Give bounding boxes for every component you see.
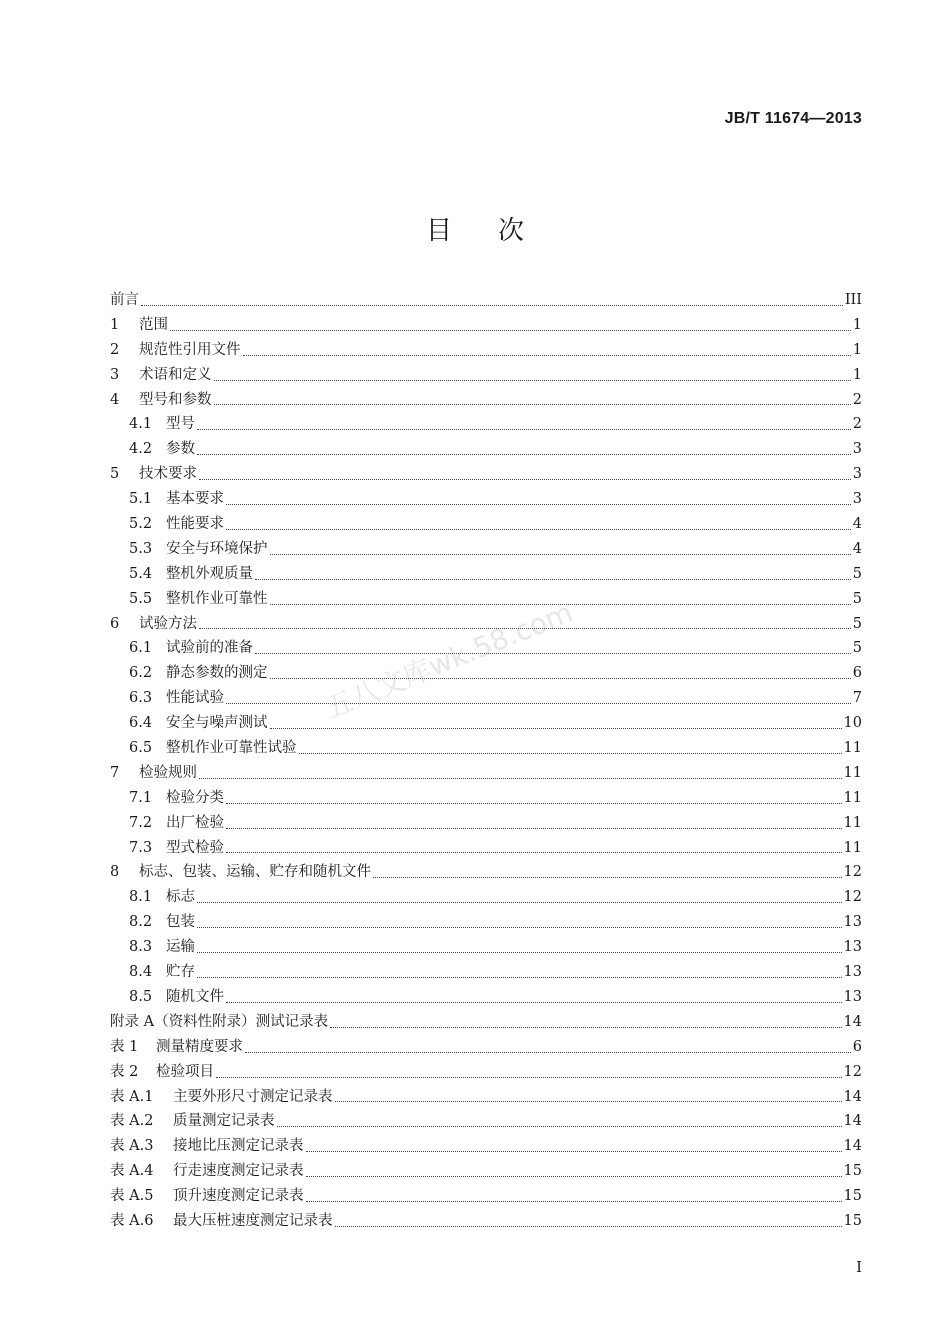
toc-entry[interactable]: [110, 935, 862, 960]
toc-leader-dots: [335, 1225, 842, 1227]
toc-entry[interactable]: [110, 985, 862, 1010]
toc-entry[interactable]: [110, 537, 862, 562]
toc-entry-title: 安全与噪声测试: [166, 715, 268, 732]
toc-entry[interactable]: [110, 313, 862, 338]
toc-entry-title: 出厂检验: [166, 814, 224, 831]
toc-entry-title: 整机作业可靠性: [166, 590, 268, 607]
toc-entry-page: 15: [843, 1163, 862, 1180]
toc-leader-dots: [335, 1100, 842, 1102]
toc-leader-dots: [226, 827, 842, 829]
toc-entry[interactable]: [110, 1209, 862, 1234]
toc-entry[interactable]: [110, 1134, 862, 1159]
toc-leader-dots: [199, 478, 851, 480]
toc-entry-page: 14: [843, 1013, 862, 1030]
toc-entry[interactable]: [110, 736, 862, 761]
toc-entry[interactable]: [110, 836, 862, 861]
toc-entry-number: 8.3: [129, 939, 153, 956]
toc-leader-dots: [255, 578, 851, 580]
toc-leader-dots: [197, 976, 842, 978]
toc-entry-title: 整机外观质量: [166, 565, 253, 582]
toc-leader-dots: [270, 553, 851, 555]
toc-entry-number: 表 A.1: [110, 1088, 154, 1105]
toc-entry[interactable]: [110, 885, 862, 910]
toc-entry-page: 13: [843, 988, 862, 1005]
toc-entry-number: 7.3: [129, 839, 153, 856]
toc-entry-title: 测量精度要求: [156, 1038, 243, 1055]
toc-leader-dots: [245, 1051, 851, 1053]
toc-leader-dots: [197, 453, 851, 455]
toc-entry[interactable]: [110, 587, 862, 612]
toc-entry-page: 1: [852, 366, 862, 383]
toc-entry-number: 8.2: [129, 914, 153, 931]
toc-leader-dots: [226, 702, 851, 704]
toc-entry-number: 6.3: [129, 690, 153, 707]
toc-entry-number: 8: [110, 864, 120, 881]
toc-entry-page: 13: [843, 964, 862, 981]
toc-entry-title: 随机文件: [166, 988, 224, 1005]
toc-entry-number: 8.5: [129, 988, 153, 1005]
toc-entry-number: 4: [110, 391, 120, 408]
toc-entry-number: 5.1: [129, 491, 153, 508]
toc-entry-title: 标志、包装、运输、贮存和随机文件: [139, 864, 371, 881]
toc-entry-page: 12: [843, 864, 862, 881]
toc-entry-page: 12: [843, 889, 862, 906]
toc-entry-number: 7.1: [129, 789, 153, 806]
toc-entry-page: 2: [852, 416, 862, 433]
toc-entry-page: 1: [852, 316, 862, 333]
toc-entry-number: 6: [110, 615, 120, 632]
toc-leader-dots: [199, 777, 842, 779]
toc-entry-number: 5.4: [129, 565, 153, 582]
toc-leader-dots: [243, 354, 851, 356]
toc-leader-dots: [170, 329, 851, 331]
toc-leader-dots: [197, 951, 842, 953]
toc-entry-title: 型号和参数: [139, 391, 212, 408]
toc-entry-number: 3: [110, 366, 120, 383]
toc-entry-title: 型号: [166, 416, 195, 433]
toc-entry-page: 5: [852, 565, 862, 582]
toc-leader-dots: [197, 926, 842, 928]
toc-entry-number: 5: [110, 466, 120, 483]
toc-entry-page: 11: [843, 839, 862, 856]
toc-entry-number: 表 A.5: [110, 1188, 154, 1205]
toc-entry-page: 13: [843, 939, 862, 956]
toc-entry-title: 静态参数的测定: [166, 665, 268, 682]
toc-entry-page: 14: [843, 1113, 862, 1130]
toc-entry[interactable]: [110, 388, 862, 413]
toc-entry-number: 表 A.2: [110, 1113, 154, 1130]
toc-entry[interactable]: [110, 686, 862, 711]
toc-entry-page: 2: [852, 391, 862, 408]
toc-entry[interactable]: [110, 437, 862, 462]
toc-leader-dots: [373, 876, 842, 878]
toc-entry-number: 7.2: [129, 814, 153, 831]
toc-entry-number: 5.3: [129, 540, 153, 557]
toc-entry[interactable]: [110, 910, 862, 935]
toc-entry[interactable]: [110, 1085, 862, 1110]
toc-leader-dots: [306, 1175, 842, 1177]
toc-entry[interactable]: [110, 512, 862, 537]
toc-leader-dots: [216, 1076, 842, 1078]
toc-entry[interactable]: [110, 562, 862, 587]
toc-entry-page: 6: [852, 1038, 862, 1055]
toc-entry-page: 11: [843, 789, 862, 806]
toc-entry[interactable]: [110, 412, 862, 437]
table-of-contents: [110, 288, 862, 1234]
toc-entry-page: 11: [843, 764, 862, 781]
toc-entry[interactable]: [110, 711, 862, 736]
toc-entry-number: 8.4: [129, 964, 153, 981]
toc-entry-title: 行走速度测定记录表: [173, 1163, 304, 1180]
toc-entry-title: 检验项目: [156, 1063, 214, 1080]
toc-entry-title: 范围: [139, 316, 168, 333]
toc-entry-page: 4: [852, 540, 862, 557]
toc-entry-title: 性能试验: [166, 690, 224, 707]
toc-entry-page: 6: [852, 665, 862, 682]
title-char-left: 目: [425, 216, 452, 246]
toc-entry[interactable]: [110, 761, 862, 786]
toc-entry-number: 5.2: [129, 516, 153, 533]
toc-entry-title: 参数: [166, 441, 195, 458]
toc-entry-page: 10: [843, 715, 862, 732]
toc-entry-title: 术语和定义: [139, 366, 212, 383]
toc-leader-dots: [306, 1200, 842, 1202]
toc-entry-title: 主要外形尺寸测定记录表: [173, 1088, 333, 1105]
toc-leader-dots: [214, 379, 851, 381]
toc-entry-number: 表 A.4: [110, 1163, 154, 1180]
toc-entry-number: 6.4: [129, 715, 153, 732]
toc-entry-page: 1: [852, 341, 862, 358]
toc-entry[interactable]: [110, 786, 862, 811]
toc-entry-page: 11: [843, 814, 862, 831]
toc-entry-title: 贮存: [166, 964, 195, 981]
title-char-right: 次: [498, 216, 525, 246]
toc-entry-title: 前言: [110, 292, 139, 308]
toc-entry-title: 基本要求: [166, 491, 224, 508]
toc-leader-dots: [214, 403, 851, 405]
toc-entry-title: 运输: [166, 939, 195, 956]
toc-entry-title: 质量测定记录表: [173, 1113, 275, 1130]
toc-entry-page: 15: [843, 1212, 862, 1229]
toc-entry-number: 5.5: [129, 590, 153, 607]
toc-entry-number: 6.1: [129, 640, 153, 657]
toc-entry-page: 5: [852, 590, 862, 607]
toc-entry[interactable]: [110, 860, 862, 885]
toc-entry-title: 检验规则: [139, 764, 197, 781]
toc-entry-number: 表 1: [110, 1038, 139, 1055]
toc-entry-number: 6.2: [129, 665, 153, 682]
toc-entry[interactable]: [110, 338, 862, 363]
toc-entry-title: 整机作业可靠性试验: [166, 740, 297, 757]
toc-entry-title: 性能要求: [166, 516, 224, 533]
toc-entry[interactable]: [110, 462, 862, 487]
toc-entry-page: 7: [852, 690, 862, 707]
toc-entry-title: 附录 A（资料性附录）测试记录表: [110, 1013, 329, 1030]
toc-leader-dots: [197, 901, 842, 903]
toc-entry[interactable]: [110, 363, 862, 388]
toc-leader-dots: [226, 1001, 842, 1003]
toc-entry[interactable]: [110, 1060, 862, 1085]
toc-entry-page: 12: [843, 1063, 862, 1080]
toc-entry-number: 表 A.3: [110, 1138, 154, 1155]
toc-entry-title: 技术要求: [139, 466, 197, 483]
toc-entry[interactable]: [110, 1159, 862, 1184]
toc-entry[interactable]: [110, 811, 862, 836]
toc-entry-number: 1: [110, 316, 120, 333]
toc-leader-dots: [141, 304, 843, 306]
toc-entry[interactable]: [110, 960, 862, 985]
toc-entry-title: 检验分类: [166, 789, 224, 806]
toc-entry-page: 13: [843, 914, 862, 931]
toc-leader-dots: [277, 1125, 842, 1127]
toc-leader-dots: [226, 528, 851, 530]
watermark: 五八文库wk.58.com: [319, 595, 578, 726]
toc-entry[interactable]: [110, 1035, 862, 1060]
toc-entry-title: 最大压桩速度测定记录表: [173, 1212, 333, 1229]
toc-entry-title: 型式检验: [166, 839, 224, 856]
toc-entry-page: 15: [843, 1188, 862, 1205]
toc-entry-title: 包装: [166, 914, 195, 931]
toc-entry-number: 4.1: [129, 416, 153, 433]
toc-leader-dots: [197, 428, 851, 430]
toc-entry-number: 4.2: [129, 441, 153, 458]
toc-entry[interactable]: [110, 288, 862, 313]
toc-entry-title: 试验方法: [139, 615, 197, 632]
toc-entry-number: 7: [110, 764, 120, 781]
toc-leader-dots: [270, 727, 842, 729]
toc-entry-title: 规范性引用文件: [139, 341, 241, 358]
toc-entry-page: 4: [852, 516, 862, 533]
toc-entry-number: 表 A.6: [110, 1212, 154, 1229]
toc-leader-dots: [226, 851, 842, 853]
toc-entry-page: 11: [843, 740, 862, 757]
toc-entry-number: 表 2: [110, 1063, 139, 1080]
toc-entry-page: 14: [843, 1138, 862, 1155]
toc-leader-dots: [330, 1026, 841, 1028]
page-title: [0, 210, 950, 247]
toc-leader-dots: [299, 752, 842, 754]
toc-entry-page: 5: [852, 615, 862, 632]
document-code: JB/T 11674—2013: [724, 110, 862, 127]
page-number: I: [856, 1258, 862, 1276]
toc-leader-dots: [306, 1150, 842, 1152]
toc-entry-title: 试验前的准备: [166, 640, 253, 657]
toc-entry-title: 标志: [166, 889, 195, 906]
toc-entry-title: 接地比压测定记录表: [173, 1138, 304, 1155]
toc-entry-number: 2: [110, 341, 120, 358]
toc-entry-page: 3: [852, 491, 862, 508]
toc-leader-dots: [255, 652, 851, 654]
toc-entry-page: 14: [843, 1088, 862, 1105]
toc-entry[interactable]: [110, 1184, 862, 1209]
toc-entry-page: 5: [852, 640, 862, 657]
toc-entry-title: 安全与环境保护: [166, 540, 268, 557]
toc-entry-title: 顶升速度测定记录表: [173, 1188, 304, 1205]
toc-leader-dots: [226, 802, 842, 804]
toc-entry[interactable]: [110, 1010, 862, 1035]
toc-entry-number: 6.5: [129, 740, 153, 757]
toc-entry[interactable]: [110, 1109, 862, 1134]
toc-entry-page: 3: [852, 441, 862, 458]
toc-entry[interactable]: [110, 487, 862, 512]
toc-leader-dots: [226, 503, 851, 505]
toc-entry-page: III: [844, 292, 862, 308]
toc-entry-page: 3: [852, 466, 862, 483]
toc-entry-number: 8.1: [129, 889, 153, 906]
